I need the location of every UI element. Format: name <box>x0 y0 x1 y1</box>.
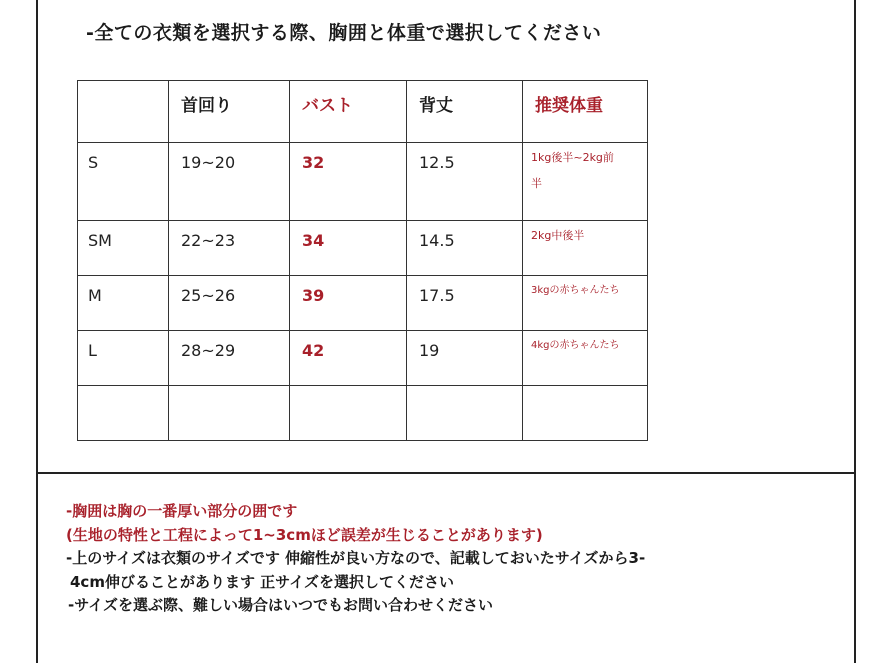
note-tolerance: (生地の特性と工程によって1~3cmほど誤差が生じることがあります) <box>66 525 543 544</box>
frame-right-border <box>854 0 856 663</box>
weight-value: 1kg後半~2kg前半 <box>531 151 614 190</box>
bust-value: 32 <box>302 153 325 172</box>
header-bust: バスト <box>290 81 407 143</box>
size-label: S <box>88 153 99 172</box>
size-label: M <box>88 286 102 305</box>
header-neck: 首回り <box>169 81 290 143</box>
weight-value: 2kg中後半 <box>531 229 585 242</box>
table-row <box>78 221 648 276</box>
table-row <box>78 143 648 221</box>
length-value: 19 <box>419 341 440 360</box>
neck-value: 25~26 <box>181 286 236 305</box>
note-chest-definition: -胸囲は胸の一番厚い部分の囲です <box>66 502 298 520</box>
length-value: 17.5 <box>419 286 455 305</box>
size-label: SM <box>88 231 112 250</box>
table-row <box>78 331 648 386</box>
note-stretch: 4cm伸びることがあります 正サイズを選択してください <box>70 572 454 591</box>
bust-value: 39 <box>302 286 325 305</box>
weight-value: 4kgの赤ちゃんたち <box>531 340 620 351</box>
header-weight: 推奨体重 <box>523 81 648 143</box>
note-garment-size: -上のサイズは衣類のサイズです 伸縮性が良い方なので、記載しておいたサイズから3- <box>66 549 646 567</box>
header-empty <box>78 81 169 143</box>
header-length: 背丈 <box>407 81 523 143</box>
frame-left-border <box>36 0 38 663</box>
table-row-empty <box>78 386 648 441</box>
size-table <box>77 80 648 441</box>
neck-value: 28~29 <box>181 341 236 360</box>
size-label: L <box>88 341 97 360</box>
neck-value: 19~20 <box>181 153 236 172</box>
bust-value: 42 <box>302 341 325 360</box>
page-title: -全ての衣類を選択する際、胸囲と体重で選択してください <box>86 22 602 44</box>
bust-value: 34 <box>302 231 325 250</box>
note-contact: -サイズを選ぶ際、難しい場合はいつでもお問い合わせください <box>68 596 494 614</box>
table-header-row <box>78 81 648 143</box>
table-row <box>78 276 648 331</box>
length-value: 14.5 <box>419 231 455 250</box>
length-value: 12.5 <box>419 153 455 172</box>
weight-value: 3kgの赤ちゃんたち <box>531 285 620 296</box>
frame-divider <box>36 472 856 474</box>
neck-value: 22~23 <box>181 231 236 250</box>
notes-section <box>66 500 645 618</box>
